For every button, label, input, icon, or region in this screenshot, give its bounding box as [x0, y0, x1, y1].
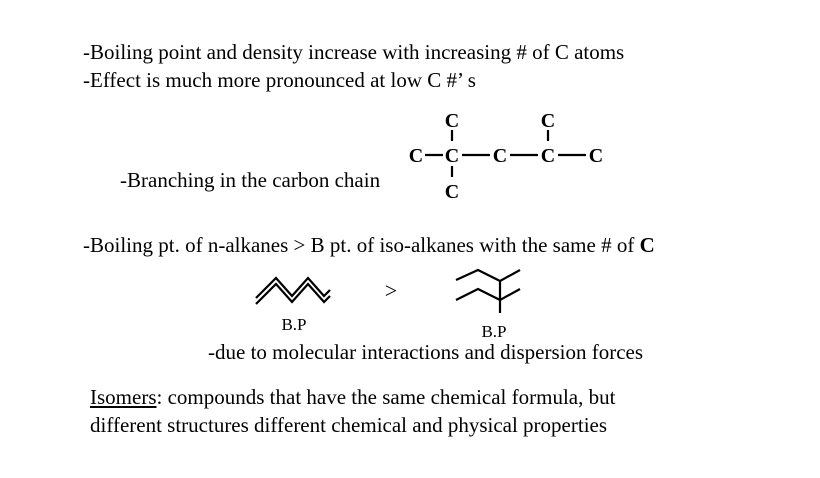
- atom-c-4: C: [540, 145, 556, 167]
- label-bp-right: B.P: [481, 322, 507, 341]
- iso-alkane-lower: [456, 289, 520, 300]
- bp-compare-text: -Boiling pt. of n-alkanes > B pt. of iso-alkanes with the same # of: [83, 233, 640, 257]
- atom-c-5: C: [588, 145, 604, 167]
- atom-c-bottom: C: [444, 181, 460, 203]
- bullet-pronounced: -Effect is much more pronounced at low C #’ s: [83, 68, 476, 92]
- atom-c-1: C: [408, 145, 424, 167]
- isomers-definition-line2: different structures different chemical and physical properties: [90, 413, 608, 437]
- isomers-definition: : compounds that have the same chemical formula, but: [156, 385, 616, 409]
- bullet-due-to: -due to molecular interactions and dispersion forces: [208, 340, 644, 364]
- greater-than-sign: >: [384, 278, 398, 303]
- bullet-bp-density: -Boiling point and density increase with increasing # of C atoms: [83, 40, 625, 64]
- bullet-branching: -Branching in the carbon chain: [120, 168, 381, 192]
- atom-c-3: C: [492, 145, 508, 167]
- isomers-term: Isomers: [90, 385, 157, 409]
- isomers-definition-line1: [90, 387, 615, 408]
- bp-compare-c: C: [639, 233, 655, 257]
- atom-c-top-right: C: [540, 110, 556, 132]
- iso-alkane-upper: [456, 270, 520, 281]
- label-bp-left: B.P: [281, 315, 307, 334]
- atom-c-2: C: [444, 145, 460, 167]
- atom-c-top-left: C: [444, 110, 460, 132]
